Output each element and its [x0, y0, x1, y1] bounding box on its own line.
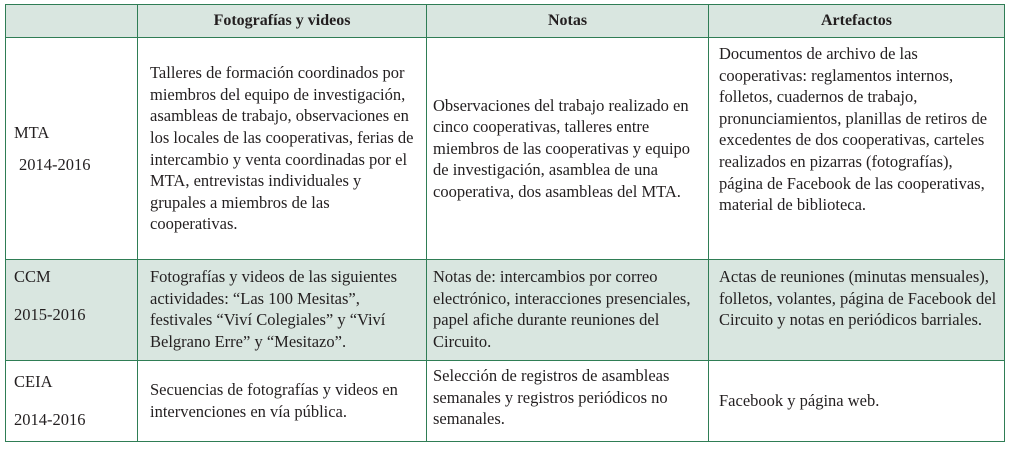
cell-notas: [427, 361, 709, 442]
row-label-years: 2014-2016: [19, 154, 91, 174]
cell-artefactos: [709, 260, 1005, 361]
header-row: [6, 5, 1005, 38]
header-cell-fotos: Fotografías y videos: [138, 5, 427, 38]
cell-artefactos: [709, 361, 1005, 442]
cell-artefactos-text: Documentos de archivo de las cooperativas: reglamentos internos, folletos, cuadernos de trabajo, pronunciamientos, planillas de retiros de excedentes de dos cooperativas, carteles realizados en pizarras (fotografías), página de Facebook de las cooperativas, material de biblioteca.: [719, 44, 988, 215]
row-label-name: CCM: [14, 267, 51, 286]
header-cell-notas: Notas: [427, 5, 709, 38]
cell-fotos-text: Fotografías y videos de las siguientes actividades: “Las 100 Mesitas”, festivales “Viví Colegiales” y “Viví Belgrano Erre” y “Mesitazo”.: [150, 267, 398, 351]
cell-fotos: [138, 361, 427, 442]
cell-notas: [427, 260, 709, 361]
cell-artefactos-text: Actas de reuniones (minutas mensuales), folletos, volantes, página de Facebook del Circuito y notas en periódicos barriales.: [719, 267, 997, 330]
row-label-name: MTA: [14, 122, 50, 142]
table-row-mta: [6, 38, 1005, 260]
row-label-name: CEIA: [14, 372, 53, 392]
row-label-cell: [6, 260, 138, 361]
header-cell-artefactos: Artefactos: [709, 5, 1005, 38]
table-header: [6, 5, 1005, 38]
cell-fotos-text: Secuencias de fotografías y videos en intervenciones en vía pública.: [150, 380, 398, 421]
cell-notas: [427, 38, 709, 260]
cell-fotos: [138, 38, 427, 260]
row-label-years: 2015-2016: [14, 304, 86, 324]
cell-notas-text: Selección de registros de asambleas semanales y registros periódicos no semanales.: [433, 366, 670, 429]
row-label-years: 2014-2016: [14, 410, 86, 429]
cell-fotos: [138, 260, 427, 361]
cell-notas-text: Notas de: intercambios por correo electrónico, interacciones presenciales, papel afiche durante reuniones del Circuito.: [433, 267, 691, 351]
table-row-ceia: [6, 361, 1005, 442]
table-row-ccm: [6, 260, 1005, 361]
cell-artefactos-text: Facebook y página web.: [719, 391, 880, 411]
cell-notas-text: Observaciones del trabajo realizado en cinco cooperativas, talleres entre miembros de las cooperativas y equipo de investigación, asamblea de una cooperativa, dos asambleas del MTA.: [433, 95, 691, 201]
header-cell-empty: [6, 5, 138, 38]
methods-table: [5, 4, 1005, 442]
cell-fotos-text: Talleres de formación coordinados por miembros del equipo de investigación, asambleas de trabajo, observaciones en los locales de las cooperativas, ferias de intercambio y venta coordinadas por el MTA, entrevistas individuales y grupales a miembros de las cooperativas.: [150, 63, 414, 234]
methods-table-container: [5, 4, 1004, 442]
cell-artefactos: [709, 38, 1005, 260]
row-label-cell: [6, 38, 138, 260]
row-label-cell: [6, 361, 138, 442]
